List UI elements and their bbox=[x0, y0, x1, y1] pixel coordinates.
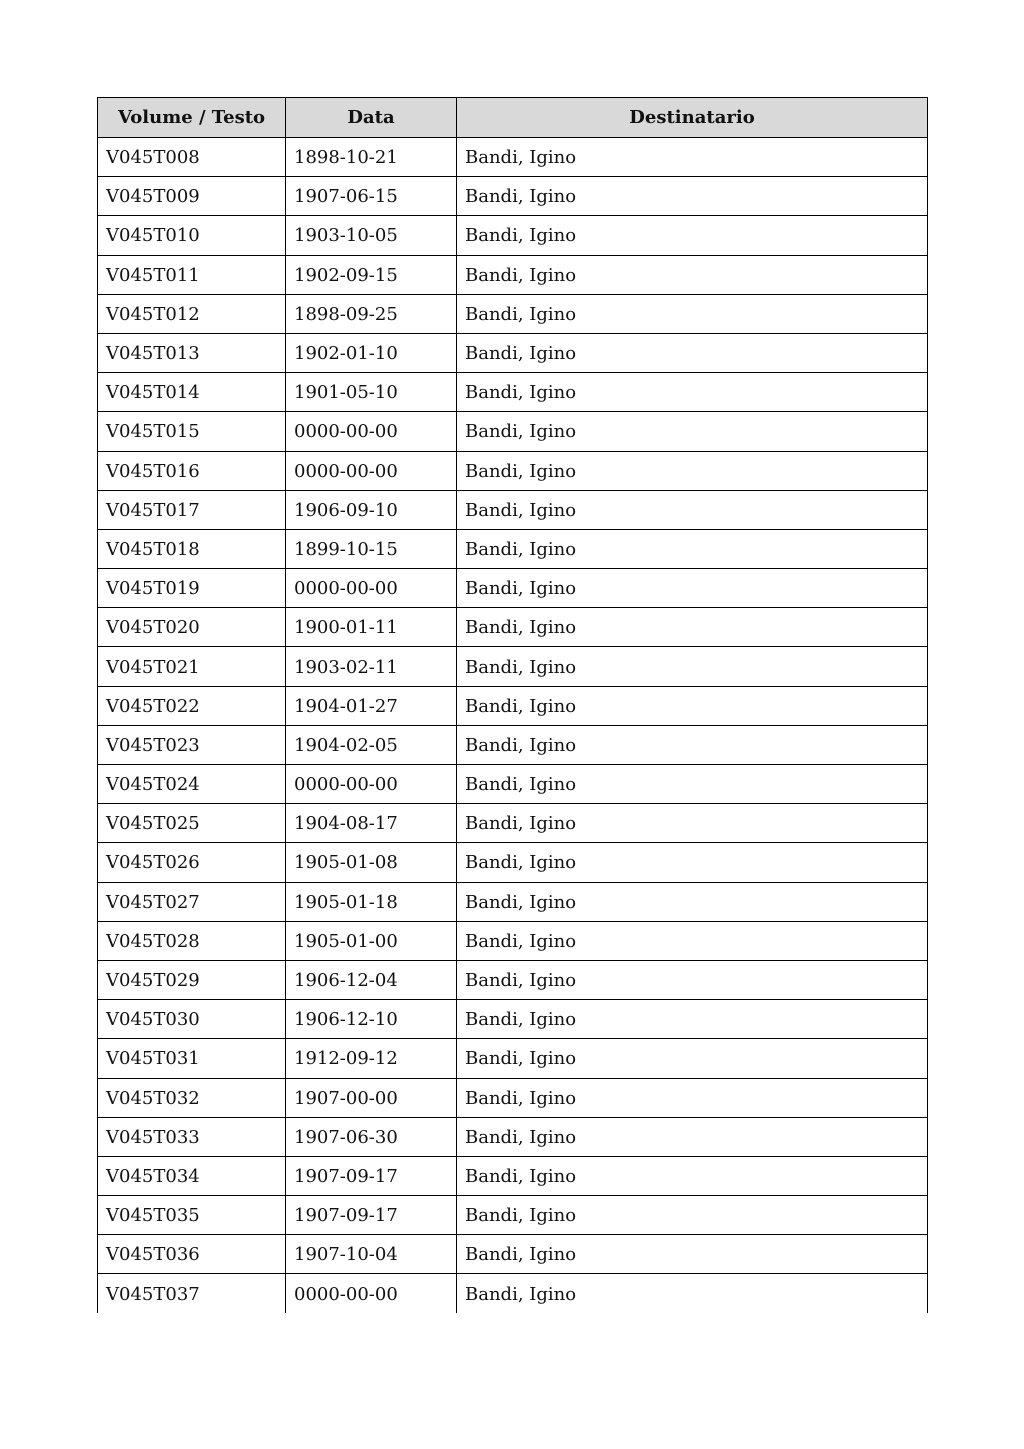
cell-volume-testo: V045T034 bbox=[98, 1156, 286, 1195]
cell-destinatario: Bandi, Igino bbox=[457, 1039, 928, 1078]
table-row bbox=[98, 412, 928, 451]
cell-data: 1905-01-00 bbox=[286, 921, 457, 960]
cell-destinatario: Bandi, Igino bbox=[457, 686, 928, 725]
cell-destinatario: Bandi, Igino bbox=[457, 138, 928, 177]
table-row bbox=[98, 294, 928, 333]
cell-data: 1905-01-18 bbox=[286, 882, 457, 921]
cell-volume-testo: V045T022 bbox=[98, 686, 286, 725]
cell-volume-testo: V045T032 bbox=[98, 1078, 286, 1117]
cell-data: 1904-08-17 bbox=[286, 804, 457, 843]
table-row bbox=[98, 960, 928, 999]
cell-volume-testo: V045T015 bbox=[98, 412, 286, 451]
cell-volume-testo: V045T030 bbox=[98, 1000, 286, 1039]
cell-data: 0000-00-00 bbox=[286, 765, 457, 804]
cell-volume-testo: V045T031 bbox=[98, 1039, 286, 1078]
cell-data: 0000-00-00 bbox=[286, 1274, 457, 1313]
cell-destinatario: Bandi, Igino bbox=[457, 1274, 928, 1313]
table-row bbox=[98, 686, 928, 725]
cell-data: 1898-09-25 bbox=[286, 294, 457, 333]
table-row bbox=[98, 216, 928, 255]
cell-destinatario: Bandi, Igino bbox=[457, 765, 928, 804]
cell-volume-testo: V045T027 bbox=[98, 882, 286, 921]
cell-data: 1907-06-30 bbox=[286, 1117, 457, 1156]
table-row bbox=[98, 1274, 928, 1313]
header-row bbox=[98, 98, 928, 138]
table-row bbox=[98, 529, 928, 568]
table-row bbox=[98, 490, 928, 529]
cell-destinatario: Bandi, Igino bbox=[457, 255, 928, 294]
table-row bbox=[98, 138, 928, 177]
table-row bbox=[98, 569, 928, 608]
cell-destinatario: Bandi, Igino bbox=[457, 1117, 928, 1156]
cell-volume-testo: V045T028 bbox=[98, 921, 286, 960]
cell-destinatario: Bandi, Igino bbox=[457, 451, 928, 490]
cell-destinatario: Bandi, Igino bbox=[457, 177, 928, 216]
cell-data: 1904-02-05 bbox=[286, 725, 457, 764]
cell-volume-testo: V045T023 bbox=[98, 725, 286, 764]
table-row bbox=[98, 921, 928, 960]
cell-volume-testo: V045T017 bbox=[98, 490, 286, 529]
cell-destinatario: Bandi, Igino bbox=[457, 1078, 928, 1117]
cell-destinatario: Bandi, Igino bbox=[457, 647, 928, 686]
cell-data: 1904-01-27 bbox=[286, 686, 457, 725]
table-row bbox=[98, 333, 928, 372]
cell-volume-testo: V045T016 bbox=[98, 451, 286, 490]
cell-volume-testo: V045T014 bbox=[98, 373, 286, 412]
cell-destinatario: Bandi, Igino bbox=[457, 490, 928, 529]
cell-volume-testo: V045T035 bbox=[98, 1196, 286, 1235]
cell-data: 1912-09-12 bbox=[286, 1039, 457, 1078]
cell-data: 1907-09-17 bbox=[286, 1196, 457, 1235]
cell-volume-testo: V045T011 bbox=[98, 255, 286, 294]
cell-destinatario: Bandi, Igino bbox=[457, 843, 928, 882]
table-row bbox=[98, 843, 928, 882]
cell-data: 1902-01-10 bbox=[286, 333, 457, 372]
cell-data: 1907-09-17 bbox=[286, 1156, 457, 1195]
table-row bbox=[98, 255, 928, 294]
table-row bbox=[98, 177, 928, 216]
cell-volume-testo: V045T019 bbox=[98, 569, 286, 608]
table-row bbox=[98, 725, 928, 764]
table-header bbox=[98, 98, 928, 138]
cell-data: 1906-09-10 bbox=[286, 490, 457, 529]
cell-destinatario: Bandi, Igino bbox=[457, 1235, 928, 1274]
table-row bbox=[98, 1196, 928, 1235]
cell-destinatario: Bandi, Igino bbox=[457, 1156, 928, 1195]
table-row bbox=[98, 1000, 928, 1039]
table-row bbox=[98, 804, 928, 843]
column-header-data: Data bbox=[286, 98, 457, 138]
cell-volume-testo: V045T036 bbox=[98, 1235, 286, 1274]
cell-volume-testo: V045T029 bbox=[98, 960, 286, 999]
letters-register-table bbox=[97, 97, 928, 1313]
cell-data: 1906-12-04 bbox=[286, 960, 457, 999]
cell-volume-testo: V045T021 bbox=[98, 647, 286, 686]
cell-data: 1907-10-04 bbox=[286, 1235, 457, 1274]
cell-data: 1905-01-08 bbox=[286, 843, 457, 882]
table-row bbox=[98, 451, 928, 490]
cell-data: 1898-10-21 bbox=[286, 138, 457, 177]
cell-destinatario: Bandi, Igino bbox=[457, 294, 928, 333]
cell-data: 0000-00-00 bbox=[286, 451, 457, 490]
cell-destinatario: Bandi, Igino bbox=[457, 1196, 928, 1235]
cell-destinatario: Bandi, Igino bbox=[457, 608, 928, 647]
cell-destinatario: Bandi, Igino bbox=[457, 921, 928, 960]
table-row bbox=[98, 647, 928, 686]
cell-data: 1903-02-11 bbox=[286, 647, 457, 686]
table-row bbox=[98, 1078, 928, 1117]
cell-data: 1902-09-15 bbox=[286, 255, 457, 294]
cell-volume-testo: V045T009 bbox=[98, 177, 286, 216]
column-header-volume-testo: Volume / Testo bbox=[98, 98, 286, 138]
table-row bbox=[98, 1117, 928, 1156]
cell-volume-testo: V045T008 bbox=[98, 138, 286, 177]
table-body bbox=[98, 138, 928, 1314]
cell-destinatario: Bandi, Igino bbox=[457, 882, 928, 921]
table-row bbox=[98, 1039, 928, 1078]
cell-destinatario: Bandi, Igino bbox=[457, 725, 928, 764]
table-row bbox=[98, 373, 928, 412]
cell-volume-testo: V045T025 bbox=[98, 804, 286, 843]
table-row bbox=[98, 1235, 928, 1274]
cell-destinatario: Bandi, Igino bbox=[457, 216, 928, 255]
cell-volume-testo: V045T018 bbox=[98, 529, 286, 568]
cell-destinatario: Bandi, Igino bbox=[457, 412, 928, 451]
cell-data: 1901-05-10 bbox=[286, 373, 457, 412]
table-row bbox=[98, 608, 928, 647]
column-header-destinatario: Destinatario bbox=[457, 98, 928, 138]
cell-data: 0000-00-00 bbox=[286, 412, 457, 451]
table-row bbox=[98, 1156, 928, 1195]
cell-destinatario: Bandi, Igino bbox=[457, 1000, 928, 1039]
cell-data: 1907-00-00 bbox=[286, 1078, 457, 1117]
cell-data: 1899-10-15 bbox=[286, 529, 457, 568]
cell-volume-testo: V045T013 bbox=[98, 333, 286, 372]
cell-data: 1907-06-15 bbox=[286, 177, 457, 216]
cell-destinatario: Bandi, Igino bbox=[457, 960, 928, 999]
cell-destinatario: Bandi, Igino bbox=[457, 529, 928, 568]
cell-volume-testo: V045T012 bbox=[98, 294, 286, 333]
cell-volume-testo: V045T033 bbox=[98, 1117, 286, 1156]
cell-volume-testo: V045T026 bbox=[98, 843, 286, 882]
cell-volume-testo: V045T020 bbox=[98, 608, 286, 647]
cell-data: 1903-10-05 bbox=[286, 216, 457, 255]
cell-destinatario: Bandi, Igino bbox=[457, 373, 928, 412]
cell-data: 1900-01-11 bbox=[286, 608, 457, 647]
cell-volume-testo: V045T037 bbox=[98, 1274, 286, 1313]
cell-volume-testo: V045T024 bbox=[98, 765, 286, 804]
cell-destinatario: Bandi, Igino bbox=[457, 569, 928, 608]
table-row bbox=[98, 882, 928, 921]
cell-destinatario: Bandi, Igino bbox=[457, 804, 928, 843]
table-row bbox=[98, 765, 928, 804]
cell-destinatario: Bandi, Igino bbox=[457, 333, 928, 372]
cell-data: 1906-12-10 bbox=[286, 1000, 457, 1039]
cell-volume-testo: V045T010 bbox=[98, 216, 286, 255]
cell-data: 0000-00-00 bbox=[286, 569, 457, 608]
